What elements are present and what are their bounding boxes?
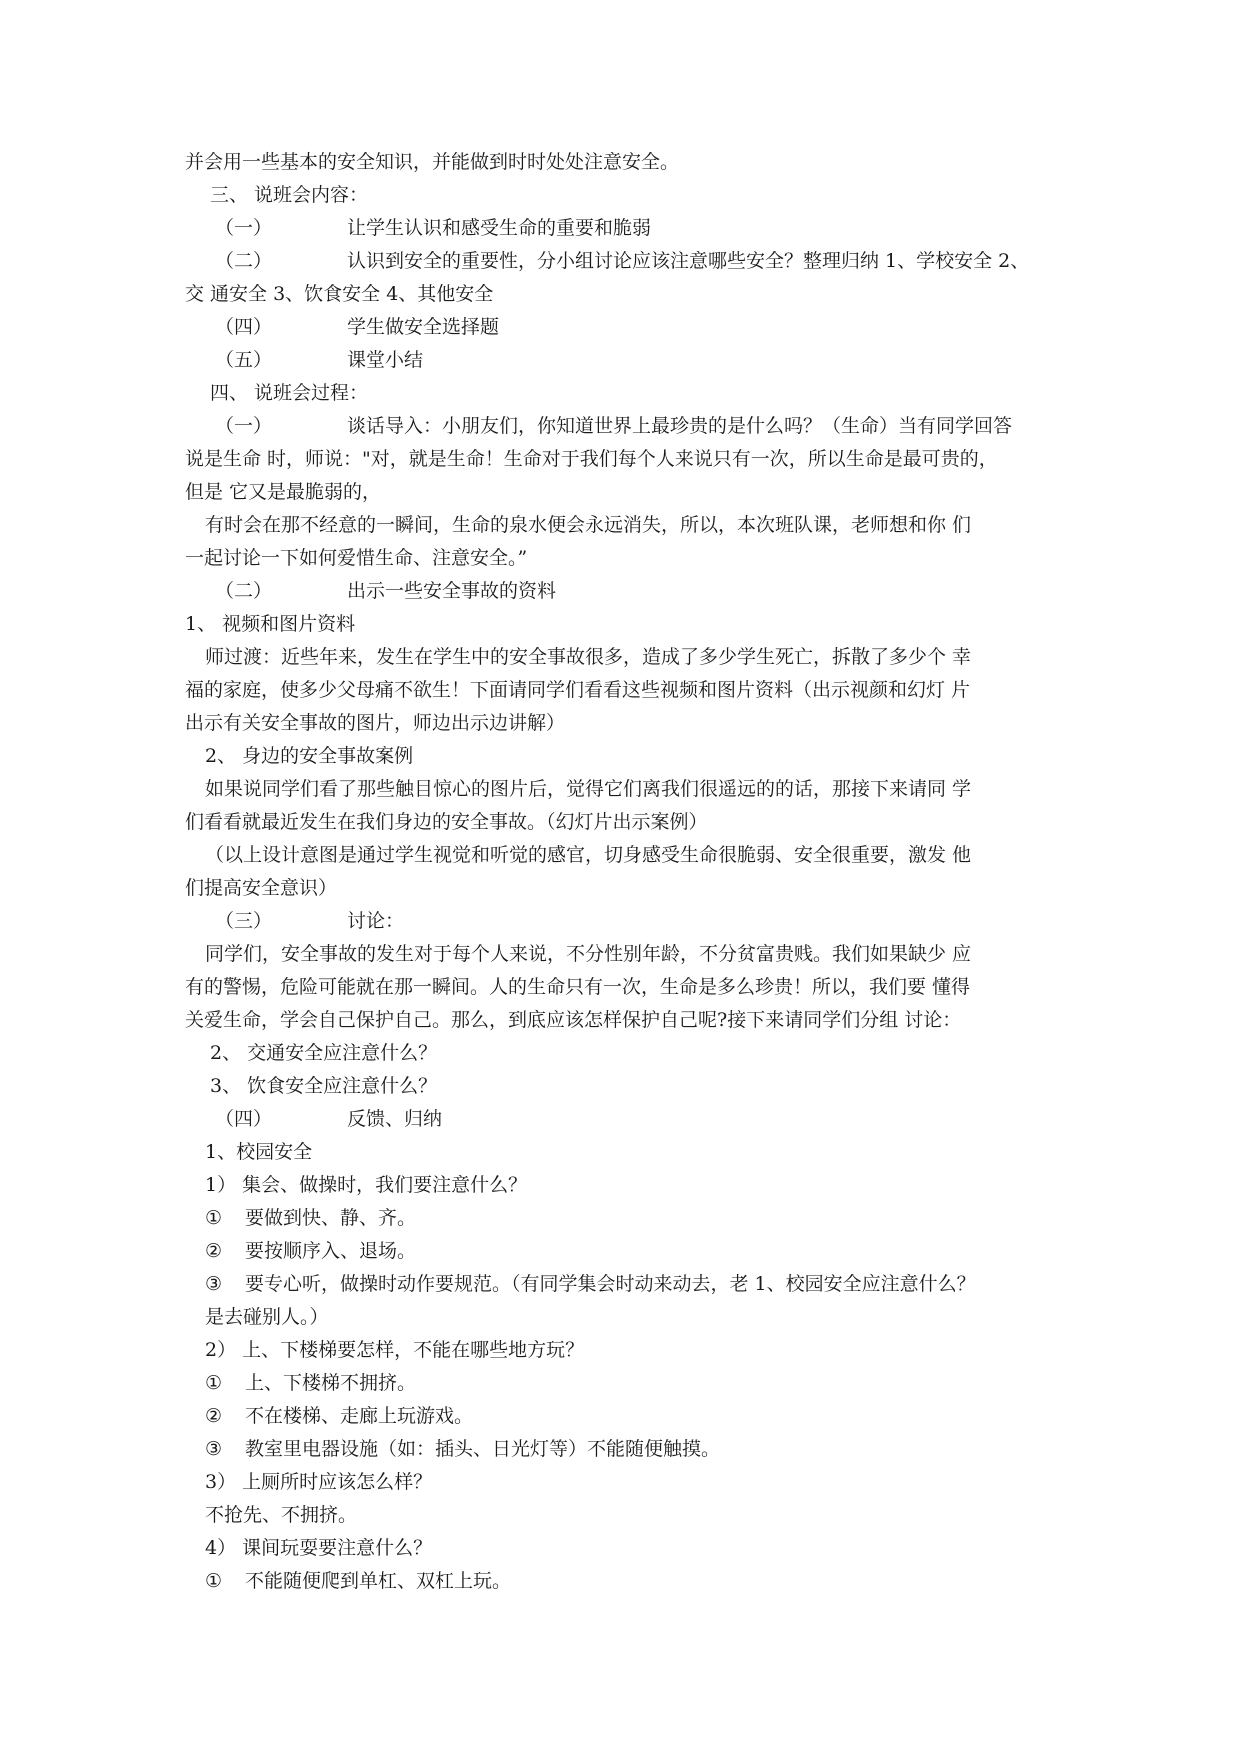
text: 四、 说班会过程：: [210, 382, 369, 404]
text: 1、 视频和图片资料: [185, 613, 356, 635]
text-line: [185, 477, 381, 507]
text: 们提高安全意识）: [185, 877, 338, 899]
item-text: 要按顺序入、退场。: [245, 1240, 417, 1262]
text-line: [185, 873, 337, 903]
item-text: 课堂小结: [347, 349, 424, 371]
list-item: [205, 1368, 416, 1398]
text: 2、 身边的安全事故案例: [205, 745, 414, 767]
text: 师过渡：近些年来，发生在学生中的安全事故很多，造成了多少学生死亡，拆散了多少个 幸: [205, 646, 972, 668]
text-line: [205, 840, 971, 870]
item-label: ①: [205, 1207, 223, 1229]
text-line: [205, 1500, 357, 1530]
item-label: ③: [205, 1438, 223, 1460]
text-line: [205, 510, 971, 540]
text-line: [185, 609, 355, 639]
list-item: [215, 312, 499, 342]
item-label: （二）: [215, 250, 273, 272]
item-text: 让学生认识和感受生命的重要和脆弱: [347, 217, 652, 239]
text-line: [210, 1071, 437, 1101]
text: 出示有关安全事故的图片，师边出示边讲解）: [185, 712, 566, 734]
text-line: [205, 1170, 527, 1200]
item-text: 讨论：: [347, 910, 405, 932]
text: 4） 课间玩耍要注意什么？: [205, 1537, 433, 1559]
list-item: [205, 1566, 511, 1596]
item-label: ②: [205, 1405, 223, 1427]
text-line: [185, 675, 970, 705]
list-item: [215, 1104, 442, 1134]
text: 但是 它又是最脆弱的，: [185, 481, 382, 503]
list-item: [215, 213, 651, 243]
text-line: [185, 543, 527, 573]
text: 3） 上厕所时应该怎么样？: [205, 1471, 433, 1493]
text-line: [185, 972, 970, 1002]
text-line: [185, 708, 565, 738]
item-text: 认识到安全的重要性，分小组讨论应该注意哪些安全？整理归纳 1、学校安全 2、: [347, 250, 1030, 272]
item-text: 反馈、归纳: [347, 1108, 443, 1130]
text: 3、 饮食安全应注意什么？: [210, 1075, 438, 1097]
section-heading: [210, 180, 368, 210]
list-item: [205, 1236, 416, 1266]
text: （以上设计意图是通过学生视觉和听觉的感官，切身感受生命很脆弱、安全很重要，激发 他: [205, 844, 972, 866]
text-line: [185, 1005, 961, 1035]
text-line: [205, 1335, 584, 1365]
text: 2） 上、下楼梯要怎样，不能在哪些地方玩？: [205, 1339, 585, 1361]
text: 说是生命 时，师说："对，就是生命！生命对于我们每个人来说只有一次，所以生命是最可贵的，: [185, 448, 998, 470]
text: 有时会在那不经意的一瞬间，生命的泉水便会永远消失，所以，本次班队课，老师想和你 们: [205, 514, 972, 536]
text-line: [205, 741, 413, 771]
list-item: [215, 246, 1029, 276]
list-item: [215, 345, 423, 375]
item-label: （二）: [215, 580, 273, 602]
list-item: [215, 411, 1012, 441]
text: 并会用一些基本的安全知识，并能做到时时处处注意安全。: [185, 151, 680, 173]
text: 1） 集会、做操时，我们要注意什么？: [205, 1174, 528, 1196]
text-line: [185, 807, 708, 837]
item-label: （一）: [215, 217, 273, 239]
text: 不抢先、不拥挤。: [205, 1504, 358, 1526]
item-label: ①: [205, 1372, 223, 1394]
text-line: [205, 1137, 312, 1167]
text-line: [205, 1302, 329, 1332]
item-label: ②: [205, 1240, 223, 1262]
list-item: [205, 1401, 473, 1431]
item-label: （一）: [215, 415, 273, 437]
text-line: [185, 147, 679, 177]
item-text: 出示一些安全事故的资料: [347, 580, 557, 602]
text-line: [205, 774, 971, 804]
text: 有的警惕，危险可能就在那一瞬间。人的生命只有一次，生命是多么珍贵！所以，我们要 懂得: [185, 976, 971, 998]
list-item: [215, 576, 556, 606]
item-label: ①: [205, 1570, 223, 1592]
text-line: [205, 642, 971, 672]
text: 福的家庭，使多少父母痛不欲生！下面请同学们看看这些视频和图片资料（出示视颜和幻灯 片: [185, 679, 971, 701]
item-text: 上、下楼梯不拥挤。: [245, 1372, 417, 1394]
item-text: 要专心听，做操时动作要规范。（有同学集会时动来动去，老 1、校园安全应注意什么？: [245, 1273, 976, 1295]
text-line: [185, 444, 998, 474]
text-line: [205, 1467, 432, 1497]
text-line: [210, 1038, 437, 1068]
item-text: 教室里电器设施（如：插头、日光灯等）不能随便触摸。: [245, 1438, 721, 1460]
text: 们看看就最近发生在我们身边的安全事故。（幻灯片出示案例）: [185, 811, 708, 833]
text: 一起讨论一下如何爱惜生命、注意安全。”: [185, 547, 528, 569]
item-label: （五）: [215, 349, 273, 371]
text: 如果说同学们看了那些触目惊心的图片后，觉得它们离我们很遥远的的话，那接下来请同 学: [205, 778, 972, 800]
item-label: ③: [205, 1273, 223, 1295]
item-label: （四）: [215, 1108, 273, 1130]
text: 是去碰别人。）: [205, 1306, 329, 1328]
text: 三、 说班会内容：: [210, 184, 369, 206]
item-text: 谈话导入：小朋友们，你知道世界上最珍贵的是什么吗？（生命）当有同学回答: [347, 415, 1013, 437]
item-text: 学生做安全选择题: [347, 316, 500, 338]
text-line: [205, 1533, 432, 1563]
item-label: （三）: [215, 910, 273, 932]
list-item: [205, 1434, 720, 1464]
list-item: [215, 906, 404, 936]
text: 1、校园安全: [205, 1141, 313, 1163]
list-item: [205, 1269, 976, 1299]
item-text: 不在楼梯、走廊上玩游戏。: [245, 1405, 474, 1427]
text-line: [205, 939, 971, 969]
list-item: [205, 1203, 416, 1233]
text: 2、 交通安全应注意什么？: [210, 1042, 438, 1064]
item-text: 要做到快、静、齐。: [245, 1207, 417, 1229]
text: 交 通安全 3、饮食安全 4、其他安全: [185, 283, 494, 305]
text: 关爱生命，学会自己保护自己。那么，到底应该怎样保护自己呢?接下来请同学们分组 讨论：: [185, 1009, 962, 1031]
text-line: [185, 279, 493, 309]
section-heading: [210, 378, 368, 408]
item-label: （四）: [215, 316, 273, 338]
item-text: 不能随便爬到单杠、双杠上玩。: [245, 1570, 512, 1592]
text: 同学们，安全事故的发生对于每个人来说，不分性别年龄，不分贫富贵贱。我们如果缺少 应: [205, 943, 972, 965]
